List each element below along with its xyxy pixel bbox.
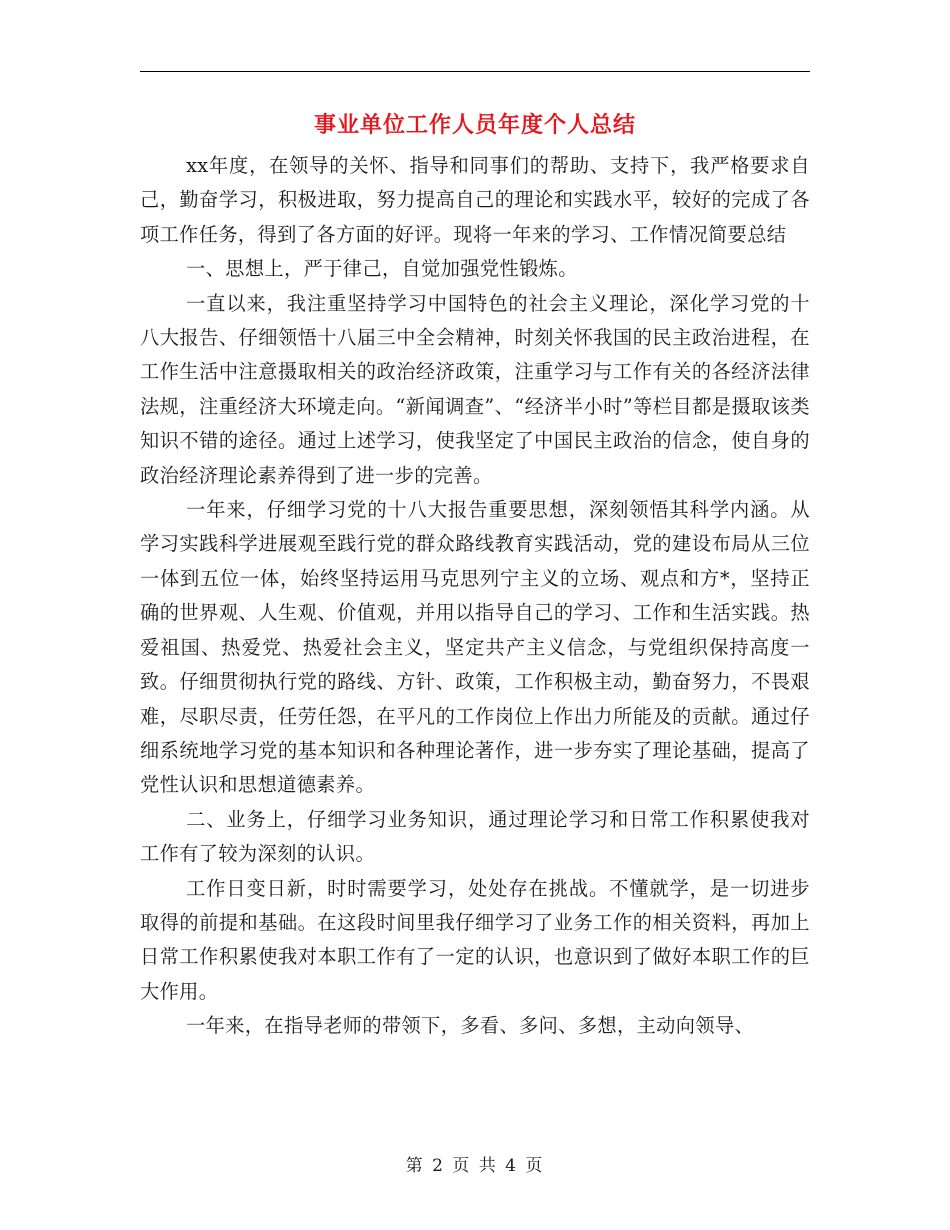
section-heading: 二、业务上，仔细学习业务知识，通过理论学习和日常工作积累使我对工作有了较为深刻的认识。 bbox=[140, 807, 810, 866]
paragraph: 一直以来，我注重坚持学习中国特色的社会主义理论，深化学习党的十八大报告、仔细领悟十八届三中全会精神，时刻关怀我国的民主政治进程，在工作生活中注意摄取相关的政治经济政策，注重学习与工作有关的各经济法律法规，注重经济大环境走向。“新闻调查”、“经济半小时”等栏目都是摄取该类知识不错的途径。通过上述学习，使我坚定了中国民主政治的信念，使自身的政治经济理论素养得到了进一步的完善。 bbox=[140, 291, 810, 487]
paragraph: xx年度，在领导的关怀、指导和同事们的帮助、支持下，我严格要求自己，勤奋学习，积极进取，努力提高自己的理论和实践水平，较好的完成了各项工作任务，得到了各方面的好评。现将一年来的学习、工作情况简要总结 bbox=[140, 154, 810, 246]
paragraph: 工作日变日新，时时需要学习，处处存在挑战。不懂就学，是一切进步取得的前提和基础。在这段时间里我仔细学习了业务工作的相关资料，再加上日常工作积累使我对本职工作有了一定的认识，也意识到了做好本职工作的巨大作用。 bbox=[140, 876, 810, 1003]
document-body bbox=[140, 149, 810, 1044]
header-rule bbox=[140, 71, 810, 72]
page-number: 第 2 页 共 4 页 bbox=[405, 1156, 545, 1176]
section-heading: 一、思想上，严于律己，自觉加强党性锻炼。 bbox=[186, 257, 578, 281]
paragraph: 一年来，仔细学习党的十八大报告重要思想，深刻领悟其科学内涵。从学习实践科学进展观至践行党的群众路线教育实践活动，党的建设布局从三位一体到五位一体，始终坚持运用马克思列宁主义的立场、观点和方*，坚持正确的世界观、人生观、价值观，并用以指导自己的学习、工作和生活实践。热爱祖国、热爱党、热爱社会主义，坚定共产主义信念，与党组织保持高度一致。仔细贯彻执行党的路线、方针、政策，工作积极主动，勤奋努力，不畏艰难，尽职尽责，任劳任怨，在平凡的工作岗位上作出力所能及的贡献。通过仔细系统地学习党的基本知识和各种理论著作，进一步夯实了理论基础，提高了党性认识和思想道德素养。 bbox=[140, 498, 810, 797]
document-title: 事业单位工作人员年度个人总结 bbox=[313, 112, 636, 138]
paragraph: 一年来，在指导老师的带领下，多看、多问、多想，主动向领导、 bbox=[186, 1014, 755, 1038]
